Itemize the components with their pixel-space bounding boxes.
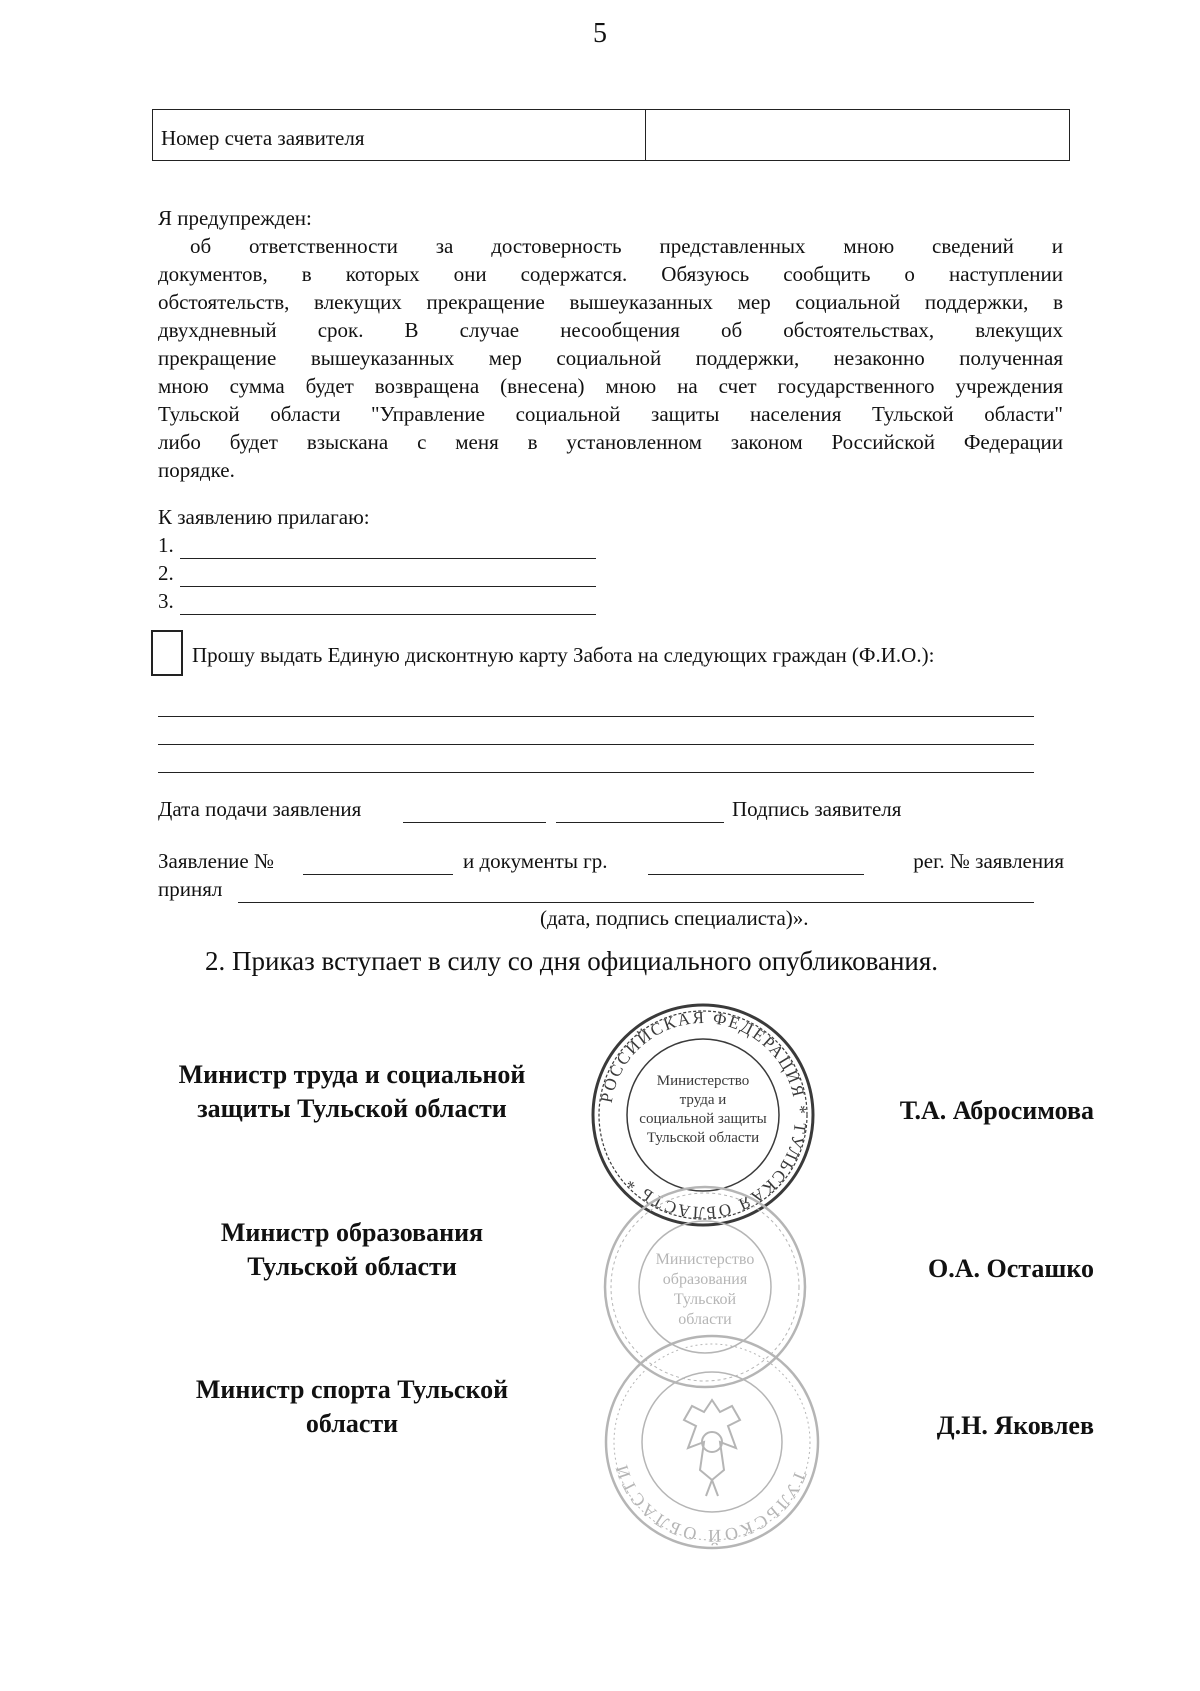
warning-line: порядке. — [158, 458, 235, 482]
card-request-text: Прошу выдать Единую дисконтную карту Забота на следующих граждан (Ф.И.О.): — [192, 643, 935, 667]
warning-line: документов, в которых они содержатся. Обязуюсь сообщить о наступлении — [158, 262, 1063, 286]
stamp-inner-line: Министерство — [656, 1073, 750, 1089]
signatory-title-line: Министр спорта Тульской — [195, 1375, 509, 1404]
attachment-number: 2. — [158, 561, 174, 585]
signatory-title-line: защиты Тульской области — [197, 1094, 507, 1123]
accepted-by-label: принял — [158, 877, 223, 901]
signatory-title — [142, 1216, 562, 1284]
documents-citizen-line[interactable] — [648, 874, 864, 875]
registration-number-label: рег. № заявления — [913, 849, 1064, 873]
signatory-title — [142, 1058, 562, 1126]
stamp-inner-line: образования — [662, 1271, 748, 1288]
stamp-inner-line: социальной защиты — [639, 1111, 767, 1127]
signatory-name: Т.А. Абросимова — [899, 1096, 1094, 1125]
signatory-name: Д.Н. Яковлев — [936, 1411, 1094, 1440]
card-request-checkbox[interactable] — [151, 630, 183, 676]
stamp-inner-line: труда и — [679, 1092, 727, 1108]
warning-line: двухдневный срок. В случае несообщения об обстоятельствах, влекущих — [158, 318, 1063, 342]
accepted-by-line[interactable] — [238, 902, 1034, 903]
submission-date-line[interactable] — [403, 822, 546, 823]
signatory-title-line: Министр труда и социальной — [178, 1060, 526, 1089]
warning-line: об ответственности за достоверность представленных мною сведений и — [190, 234, 1063, 258]
warning-paragraph — [158, 232, 1063, 484]
order-effective-text: 2. Приказ вступает в силу со дня официального опубликования. — [205, 946, 939, 976]
signatory-title-line: области — [305, 1409, 399, 1438]
citizen-name-line-1[interactable] — [158, 716, 1034, 717]
svg-text:ТУЛЬСКОЙ ОБЛАСТИ — [610, 1460, 810, 1546]
eagle-emblem-icon — [684, 1400, 740, 1496]
account-number-label: Номер счета заявителя — [153, 110, 646, 161]
citizen-name-line-3[interactable] — [158, 772, 1034, 773]
warning-line: Тульской области "Управление социальной защиты населения Тульской области" — [158, 402, 1063, 426]
stamp-inner-line: Министерство — [655, 1251, 755, 1268]
account-number-value[interactable] — [646, 110, 1070, 161]
attachment-line-2[interactable] — [180, 586, 596, 587]
applicant-signature-label: Подпись заявителя — [732, 797, 902, 821]
warning-line: прекращение вышеуказанных мер социальной поддержки, незаконно полученная — [158, 346, 1063, 370]
warning-line: либо будет взыскана с меня в установленном законом Российской Федерации — [158, 430, 1063, 454]
stamp-inner-line: области — [678, 1311, 732, 1328]
documents-label: и документы гр. — [463, 849, 608, 873]
citizen-name-line-2[interactable] — [158, 744, 1034, 745]
specialist-caption: (дата, подпись специалиста)». — [540, 906, 809, 930]
page-number: 5 — [593, 18, 607, 49]
attachments-heading: К заявлению прилагаю: — [158, 505, 370, 529]
attachment-number: 3. — [158, 589, 174, 613]
attachment-line-3[interactable] — [180, 614, 596, 615]
stamp-inner-line: Тульской — [673, 1291, 737, 1308]
warning-line: обстоятельств, влекущих прекращение вышеуказанных мер социальной поддержки, в — [158, 290, 1063, 314]
application-number-line[interactable] — [303, 874, 453, 875]
stamp-outer-text: РОССИЙСКАЯ ФЕДЕРАЦИЯ * ТУЛЬСКАЯ ОБЛАСТЬ * — [596, 1007, 811, 1223]
warning-line: мною сумма будет возвращена (внесена) мною на счет государственного учреждения — [158, 374, 1063, 398]
applicant-signature-line[interactable] — [556, 822, 724, 823]
ministry-sport-stamp — [600, 1330, 824, 1554]
account-table — [152, 109, 1070, 161]
stamp-outer-text: ТУЛЬСКОЙ ОБЛАСТИ — [610, 1459, 811, 1547]
attachment-line-1[interactable] — [180, 558, 596, 559]
stamp-inner-line: Тульской области — [646, 1130, 760, 1146]
signatory-title — [142, 1373, 562, 1441]
signatory-name: О.А. Осташко — [928, 1254, 1094, 1283]
submission-date-label: Дата подачи заявления — [158, 797, 362, 821]
signatory-title-line: Тульской области — [247, 1252, 457, 1281]
signatory-title-line: Министр образования — [220, 1218, 484, 1247]
attachment-number: 1. — [158, 533, 174, 557]
warning-heading: Я предупрежден: — [158, 206, 312, 230]
application-number-label: Заявление № — [158, 849, 275, 873]
